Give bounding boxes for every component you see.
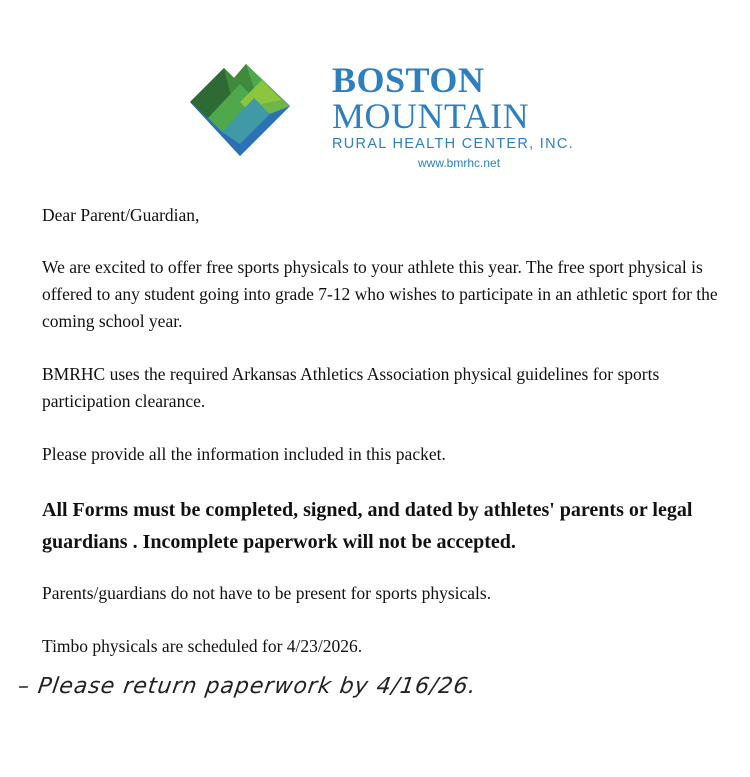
letterhead	[190, 58, 610, 178]
paragraph-packet: Please provide all the information included in this packet.	[42, 444, 446, 464]
org-name-line2: MOUNTAIN	[332, 96, 530, 136]
greeting: Dear Parent/Guardian,	[42, 205, 200, 225]
paragraph-requirements-emphasis: All Forms must be completed, signed, and dated by athletes' parents or legal guardians . Incomplete paperwork will not be accepted.	[42, 499, 693, 553]
paragraph-schedule: Timbo physicals are scheduled for 4/23/2026.	[42, 636, 363, 656]
org-name-line1: BOSTON	[332, 60, 485, 100]
org-subtitle: RURAL HEALTH CENTER, INC.	[332, 136, 574, 152]
organization-name	[332, 62, 529, 134]
letter-body	[42, 202, 742, 660]
paragraph-guidelines: BMRHC uses the required Arkansas Athletics Association physical guidelines for sports participation clearance.	[42, 364, 660, 411]
mountain-logo-icon	[190, 60, 290, 158]
paragraph-offer: We are excited to offer free sports physicals to your athlete this year. The free sport physical is offered to any student going into grade 7-12 who wishes to participate in an athletic sport for the coming school year.	[42, 257, 718, 331]
paragraph-presence: Parents/guardians do not have to be present for sports physicals.	[42, 583, 492, 603]
handwritten-note: – Please return paperwork by 4/16/26.	[16, 674, 479, 699]
org-website: www.bmrhc.net	[418, 156, 501, 170]
